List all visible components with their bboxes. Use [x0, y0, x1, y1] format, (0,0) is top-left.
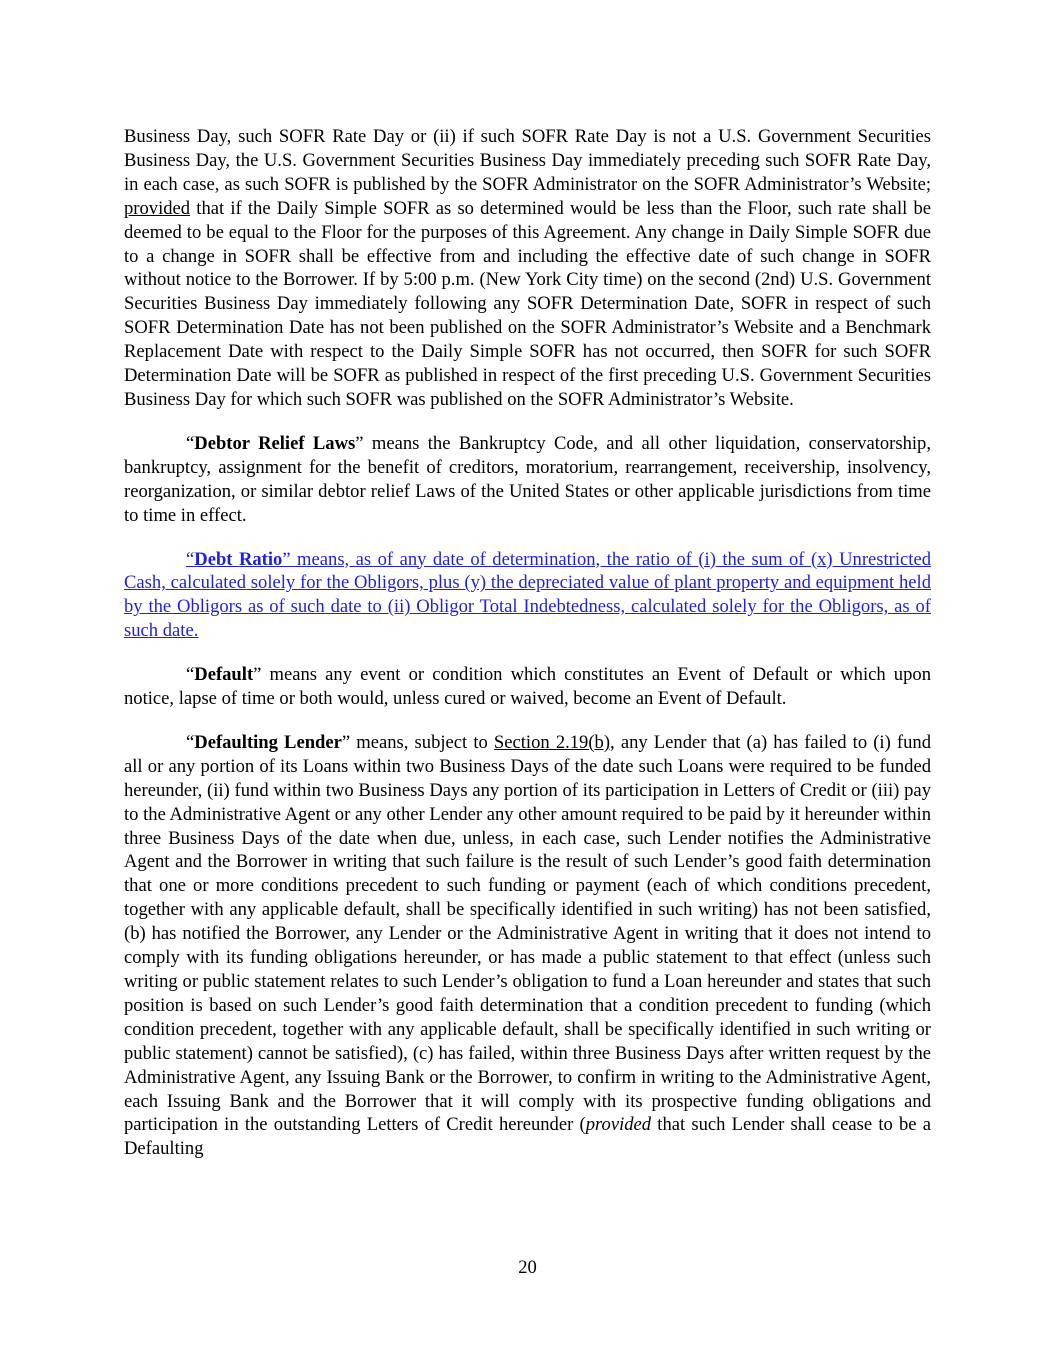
- open-quote: “: [186, 432, 195, 454]
- debt-ratio-definition-inserted: [124, 548, 931, 644]
- sofr-continuation-paragraph: [124, 125, 931, 412]
- defined-term-debt-ratio: Debt Ratio: [194, 548, 283, 570]
- page-number: 20: [518, 1257, 537, 1278]
- definition-body: ” means the Bankruptcy Code, and all other liquidation, conservatorship, bankruptcy, assignment for the benefit of creditors, moratorium, rearrangement, receivership, insolvency, reorganization, or similar debtor relief Laws of the United States or other applicable jurisdictions from time to time in effect.: [124, 432, 931, 526]
- open-quote: “: [186, 664, 195, 686]
- document-page: [124, 125, 931, 1161]
- provided-term: provided: [585, 1114, 652, 1136]
- continuation-text-1: Business Day, such SOFR Rate Day or (ii) if such SOFR Rate Day is not a U.S. Government Securities Business Day, the U.S. Government Securities Business Day immediately preceding such SOFR Rate Day, in each case, as such SOFR is published by the SOFR Administrator on the SOFR Administrator’s Website;: [124, 126, 931, 195]
- defined-term-default: Default: [194, 664, 254, 686]
- defined-term-debtor-relief-laws: Debtor Relief Laws: [194, 432, 356, 454]
- section-reference-link[interactable]: Section 2.19(b): [493, 731, 611, 753]
- default-definition: [124, 663, 931, 711]
- definition-text-2: , any Lender that (a) has failed to (i) fund all or any portion of its Loans within two Business Days of the date such Loans were required to be funded hereunder, (ii) fund within two Business Days any portion of its participation in Letters of Credit or (iii) pay to the Administrative Agent or any other Lender any other amount required to be paid by it hereunder within three Business Days of the date when due, unless, in each case, such Lender notifies the Administrative Agent and the Borrower in writing that such failure is the result of such Lender’s good faith determination that one or more conditions precedent to such funding or payment (each of which conditions precedent, together with any applicable default, shall be specifically identified in such writing) has not been satisfied, (b) has notified the Borrower, any Lender or the Administrative Agent in writing that it does not intend to comply with its funding obligations hereunder, or has made a public statement to that effect (unless such writing or public statement relates to such Lender’s obligation to fund a Loan hereunder and states that such position is based on such Lender’s good faith determination that a condition precedent to funding (which condition precedent, together with any applicable default, shall be specifically identified in such writing or public statement) cannot be satisfied), (c) has failed, within three Business Days after written request by the Administrative Agent, any Issuing Bank or the Borrower, to confirm in writing to the Administrative Agent, each Issuing Bank and the Borrower that it will comply with its prospective funding obligations and participation in the outstanding Letters of Credit hereunder (: [124, 731, 931, 1136]
- debtor-relief-laws-definition: [124, 432, 931, 528]
- continuation-text-2: that if the Daily Simple SOFR as so determined would be less than the Floor, such rate shall be deemed to be equal to the Floor for the purposes of this Agreement. Any change in Daily Simple SOFR due to a change in SOFR shall be effective from and including the effective date of such change in SOFR without notice to the Borrower. If by 5:00 p.m. (New York City time) on the second (2nd) U.S. Government Securities Business Day immediately following any SOFR Determination Date, SOFR in respect of such SOFR Determination Date has not been published on the SOFR Administrator’s Website and a Benchmark Replacement Date with respect to the Daily Simple SOFR has not occurred, then SOFR for such SOFR Determination Date will be SOFR as published in respect of the first preceding U.S. Government Securities Business Day for which such SOFR was published on the SOFR Administrator’s Website.: [124, 197, 931, 410]
- definition-body: ” means, as of any date of determination, the ratio of (i) the sum of (x) Unrestricted Cash, calculated solely for the Obligors, plus (y) the depreciated value of plant property and equipment held by the Obligors as of such date to (ii) Obligor Total Indebtedness, calculated solely for the Obligors, as of such date.: [124, 548, 931, 642]
- definition-body: ” means any event or condition which constitutes an Event of Default or which upon notice, lapse of time or both would, unless cured or waived, become an Event of Default.: [124, 664, 931, 710]
- defined-term-defaulting-lender: Defaulting Lender: [194, 731, 342, 753]
- definition-text-1: ” means, subject to: [341, 731, 494, 753]
- open-quote: “: [186, 731, 195, 753]
- provided-term: provided: [124, 197, 191, 219]
- open-quote: “: [186, 548, 195, 570]
- definition-text-3: that such Lender shall cease to be a Defaulting: [124, 1114, 931, 1160]
- defaulting-lender-definition: [124, 731, 931, 1161]
